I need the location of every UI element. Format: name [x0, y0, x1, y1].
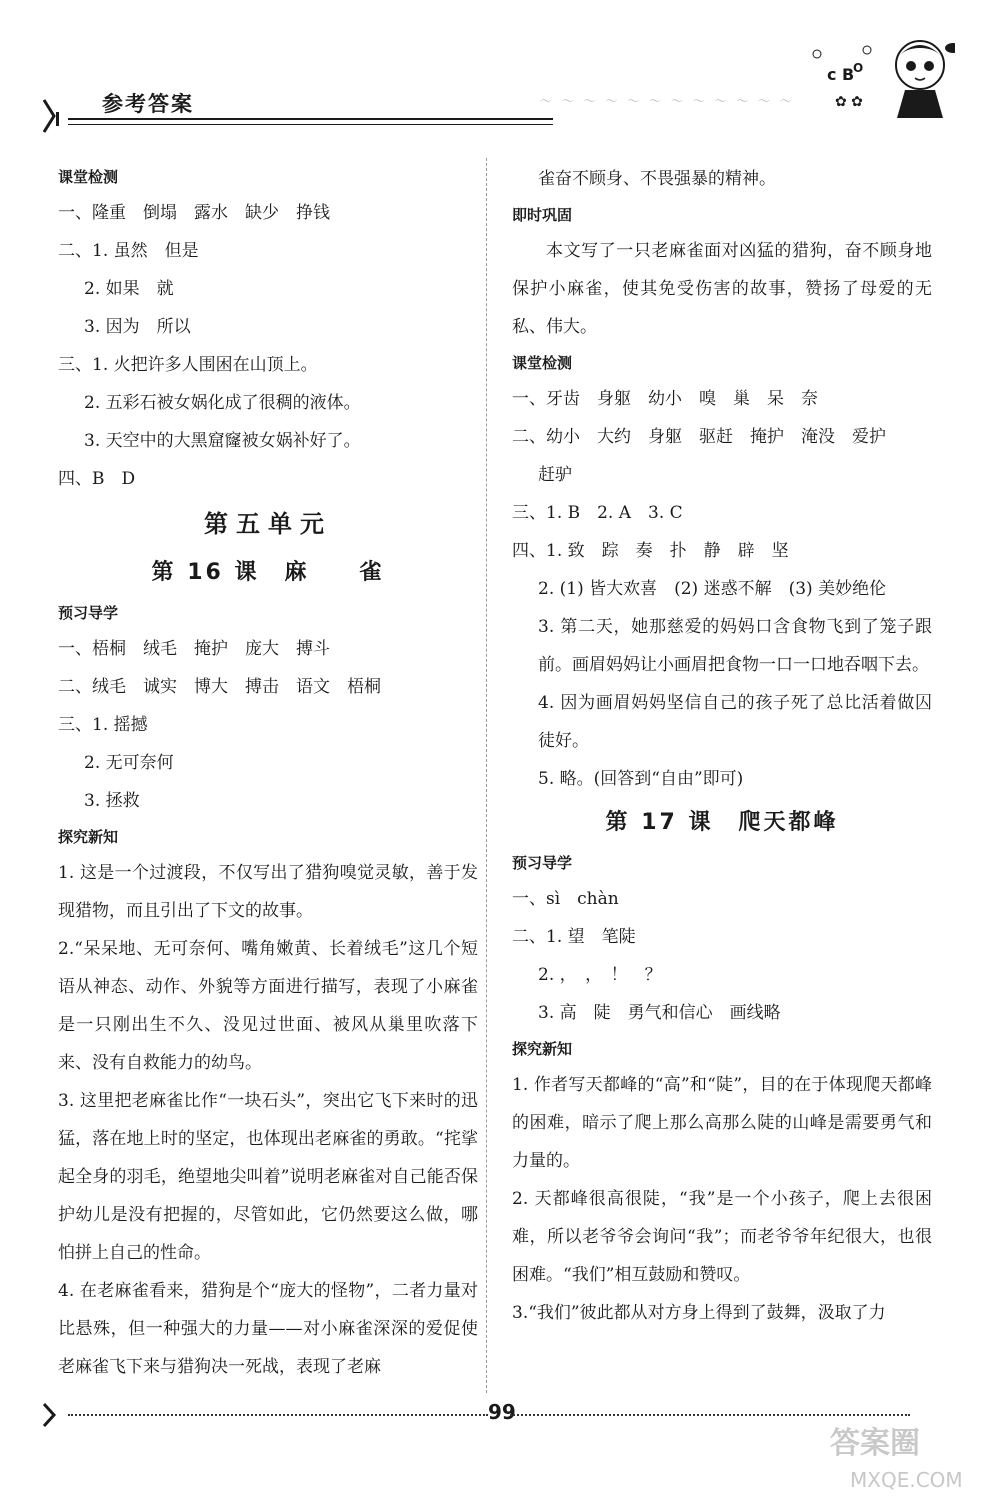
answer-line: 四、1. 致 踪 奏 扑 静 辟 坚: [512, 541, 789, 561]
answer-line: 一、隆重 倒塌 露水 缺少 挣钱: [58, 203, 330, 223]
answer-paragraph: 1. 这是一个过渡段，不仅写出了猎狗嗅觉灵敏，善于发现猎物，而且引出了下文的故事。: [58, 863, 478, 921]
watermark-url: MXQE.COM: [850, 1468, 963, 1492]
answer-line: 一、牙齿 身躯 幼小 嗅 巢 呆 奈: [512, 389, 818, 409]
svg-text:✿ ✿: ✿ ✿: [835, 94, 863, 110]
svg-text:c B: c B: [827, 65, 855, 84]
bracket-mark-icon: [40, 96, 64, 136]
answer-line: 2. (1) 皆大欢喜 (2) 迷惑不解 (3) 美妙绝伦: [538, 579, 887, 599]
footer-dots-left: [68, 1414, 488, 1416]
column-divider: [486, 158, 487, 1393]
header-title: 参考答案: [102, 92, 194, 116]
section-heading: 课堂检测: [58, 168, 119, 186]
answer-paragraph: 3.“我们”彼此都从对方身上得到了鼓舞，汲取了力: [512, 1303, 886, 1323]
answer-line: 三、1. 火把许多人围困在山顶上。: [58, 355, 318, 375]
answer-line: 2. ， ， ！ ？: [538, 965, 662, 985]
answer-paragraph: 2. 天都峰很高很陡，“我”是一个小孩子，爬上去很困难，所以老爷爷会询问“我”；而老爷爷年纪很大，也很困难。“我们”相互鼓励和赞叹。: [512, 1189, 932, 1285]
answer-line: 2. 无可奈何: [84, 753, 174, 773]
unit-title: 第五单元: [204, 510, 332, 538]
section-heading: 探究新知: [512, 1040, 573, 1058]
footer-dots-right: [510, 1414, 910, 1416]
page-number: 99: [488, 1400, 516, 1424]
header-rule: [68, 118, 553, 120]
answer-line: 2. 如果 就: [84, 279, 174, 299]
answer-paragraph: 1. 作者写天都峰的“高”和“陡”，目的在于体现爬天都峰的困难，暗示了爬上那么高那么陡的山峰是需要勇气和力量的。: [512, 1075, 932, 1171]
answer-line: 一、sì chàn: [512, 889, 619, 909]
answer-line: 3. 高 陡 勇气和信心 画线略: [538, 1003, 781, 1023]
answer-paragraph: 3. 这里把老麻雀比作“一块石头”，突出它飞下来时的迅猛，落在地上时的坚定，也体现出老麻雀的勇敢。“挓挲起全身的羽毛，绝望地尖叫着”说明老麻雀对自己能否保护幼儿是没有把握的，尽管如此，它仍然要这么做，哪怕拼上自己的性命。: [58, 1091, 478, 1263]
answer-line: 三、1. B 2. A 3. C: [512, 503, 683, 523]
answer-paragraph: 4. 因为画眉妈妈坚信自己的孩子死了总比活着做囚徒好。: [538, 693, 932, 751]
answer-line: 三、1. 摇撼: [58, 715, 148, 735]
section-heading: 预习导学: [58, 604, 119, 622]
answer-line: 雀奋不顾身、不畏强暴的精神。: [538, 169, 776, 189]
answer-paragraph: 3. 第二天，她那慈爱的妈妈口含食物飞到了笼子跟前。画眉妈妈让小画眉把食物一口一口地吞咽下去。: [538, 617, 932, 675]
answer-paragraph: 2.“呆呆地、无可奈何、嘴角嫩黄、长着绒毛”这几个短语从神态、动作、外貌等方面进行描写，表现了小麻雀是一只刚出生不久、没见过世面、被风从巢里吹落下来、没有自救能力的幼鸟。: [58, 939, 478, 1073]
watermark-logo: 答案圈: [830, 1426, 920, 1461]
answer-line: 二、绒毛 诚实 博大 搏击 语文 梧桐: [58, 677, 381, 697]
answer-paragraph: 本文写了一只老麻雀面对凶猛的猎狗，奋不顾身地保护小麻雀，使其免受伤害的故事，赞扬了母爱的无私、伟大。: [512, 241, 932, 337]
section-heading: 预习导学: [512, 854, 573, 872]
cartoon-girl-icon: [805, 30, 955, 120]
answer-paragraph: 4. 在老麻雀看来，猎狗是个“庞大的怪物”，二者力量对比悬殊，但一种强大的力量——对小麻雀深深的爱促使老麻雀飞下来与猎狗决一死战，表现了老麻: [58, 1281, 478, 1377]
section-heading: 课堂检测: [512, 354, 573, 372]
bracket-mark-icon: [40, 1400, 64, 1430]
answer-line: 3. 因为 所以: [84, 317, 191, 337]
answer-line: 二、1. 望 笔陡: [512, 927, 636, 947]
section-heading: 探究新知: [58, 828, 119, 846]
answer-line: 一、梧桐 绒毛 掩护 庞大 搏斗: [58, 639, 330, 659]
answer-line: 2. 五彩石被女娲化成了很稠的液体。: [84, 393, 361, 413]
answer-line: 四、B D: [58, 469, 136, 489]
lesson-title: 第 16 课 麻 雀: [151, 560, 385, 585]
answer-line: 二、幼小 大约 身躯 驱赶 掩护 淹没 爱护: [512, 427, 886, 447]
header-rule-thin: [68, 124, 553, 125]
lesson-title: 第 17 课 爬天都峰: [605, 810, 839, 835]
section-heading: 即时巩固: [512, 206, 573, 224]
answer-line: 3. 拯救: [84, 791, 140, 811]
answer-line: 二、1. 虽然 但是: [58, 241, 199, 261]
left-column: [58, 160, 478, 1386]
right-column: [512, 160, 932, 1332]
header-decoration: ～ ～ ～ ～ ～ ～ ～ ～ ～ ～ ～ ～: [540, 94, 795, 108]
answer-line: 5. 略。(回答到“自由”即可): [538, 769, 744, 789]
svg-text:O: O: [853, 61, 864, 75]
answer-line: 3. 天空中的大黑窟窿被女娲补好了。: [84, 431, 361, 451]
answer-line: 赶驴: [538, 465, 572, 485]
